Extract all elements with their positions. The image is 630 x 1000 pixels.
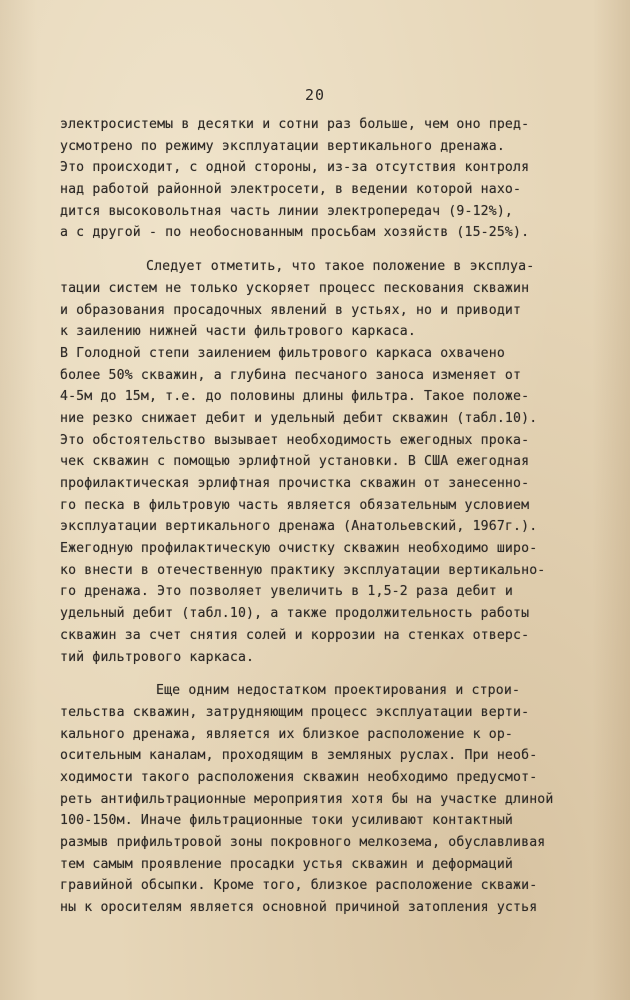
text-line: ко внести в отечественную практику эксплуатации вертикально-	[60, 562, 546, 578]
text-line: Следует отметить, что такое положение в эксплуа-	[146, 259, 535, 275]
text-line: к заилению нижней части фильтрового каркаса.	[60, 324, 416, 340]
text-line: а с другой - по необоснованным просьбам хозяйств (15-25%).	[60, 225, 530, 241]
text-line: го песка в фильтровую часть является обязательным условием	[60, 497, 530, 513]
text-line: ходимости такого расположения скважин необходимо предусмот-	[60, 769, 538, 785]
text-line: тем самым проявление просадки устья скважин и деформаций	[60, 856, 514, 872]
text-line: чек скважин с помощью эрлифтной установки. В США ежегодная	[60, 454, 530, 470]
text-line: более 50% скважин, а глубина песчаного заноса изменяет от	[60, 367, 522, 383]
text-line: профилактическая эрлифтная прочистка скважин от занесенно-	[60, 476, 530, 491]
text-line: усмотрено по режиму эксплуатации вертикального дренажа.	[60, 138, 505, 154]
text-line: Еще одним недостатком проектирования и строи-	[156, 683, 521, 699]
text-line: кального дренажа, является их близкое расположение к ор-	[60, 726, 514, 742]
page-number: 20	[305, 86, 326, 104]
text-line: реть антифильтрационные мероприятия хотя бы на участке длиной	[60, 791, 554, 807]
text-line: Ежегодную профилактическую очистку скважин необходимо широ-	[60, 541, 538, 557]
paragraph-2	[60, 256, 620, 668]
text-line: ны к оросителям является основной причиной затопления устья	[60, 900, 538, 916]
paragraph-3	[60, 680, 620, 919]
text-line: гравийной обсыпки. Кроме того, близкое расположение скважи-	[60, 878, 538, 894]
paragraph-1	[60, 114, 620, 244]
text-line: Это обстоятельство вызывает необходимость ежегодных прока-	[60, 432, 530, 448]
paragraph-gap	[60, 668, 620, 680]
text-line: эксплуатации вертикального дренажа (Анатольевский, 1967г.).	[60, 519, 538, 535]
text-line: осительным каналам, проходящим в земляных руслах. При необ-	[60, 748, 538, 764]
text-line: тельства скважин, затрудняющим процесс эксплуатации верти-	[60, 704, 530, 720]
text-line: скважин за счет снятия солей и коррозии на стенках отверс-	[60, 627, 530, 643]
text-line: тации систем не только ускоряет процесс пескования скважин	[60, 280, 530, 296]
text-line: и образования просадочных явлений в устьях, но и приводит	[60, 302, 522, 318]
text-line: размыв прифильтровой зоны покровного мелкозема, обуславливая	[60, 835, 546, 850]
body-text	[60, 114, 620, 919]
text-line: электросистемы в десятки и сотни раз больше, чем оно пред-	[60, 117, 530, 132]
text-line: 4-5м до 15м, т.е. до половины длины фильтра. Такое положе-	[60, 389, 530, 405]
text-line: В Голодной степи заилением фильтрового каркаса охвачено	[60, 345, 505, 361]
text-line: дится высоковольтная часть линии электропередач (9-12%),	[60, 203, 514, 219]
text-line: удельный дебит (табл.10), а также продолжительность работы	[60, 606, 530, 622]
text-line: 100-150м. Иначе фильтрационные токи усиливают контактный	[60, 813, 514, 829]
text-line: ние резко снижает дебит и удельный дебит скважин (табл.10).	[60, 410, 538, 426]
text-line: го дренажа. Это позволяет увеличить в 1,5-2 раза дебит и	[60, 584, 514, 600]
paragraph-gap	[60, 244, 620, 256]
text-line: тий фильтрового каркаса.	[60, 649, 255, 665]
text-line: Это происходит, с одной стороны, из-за отсутствия контроля	[60, 160, 530, 176]
text-line: над работой районной электросети, в ведении которой нахо-	[60, 182, 522, 198]
